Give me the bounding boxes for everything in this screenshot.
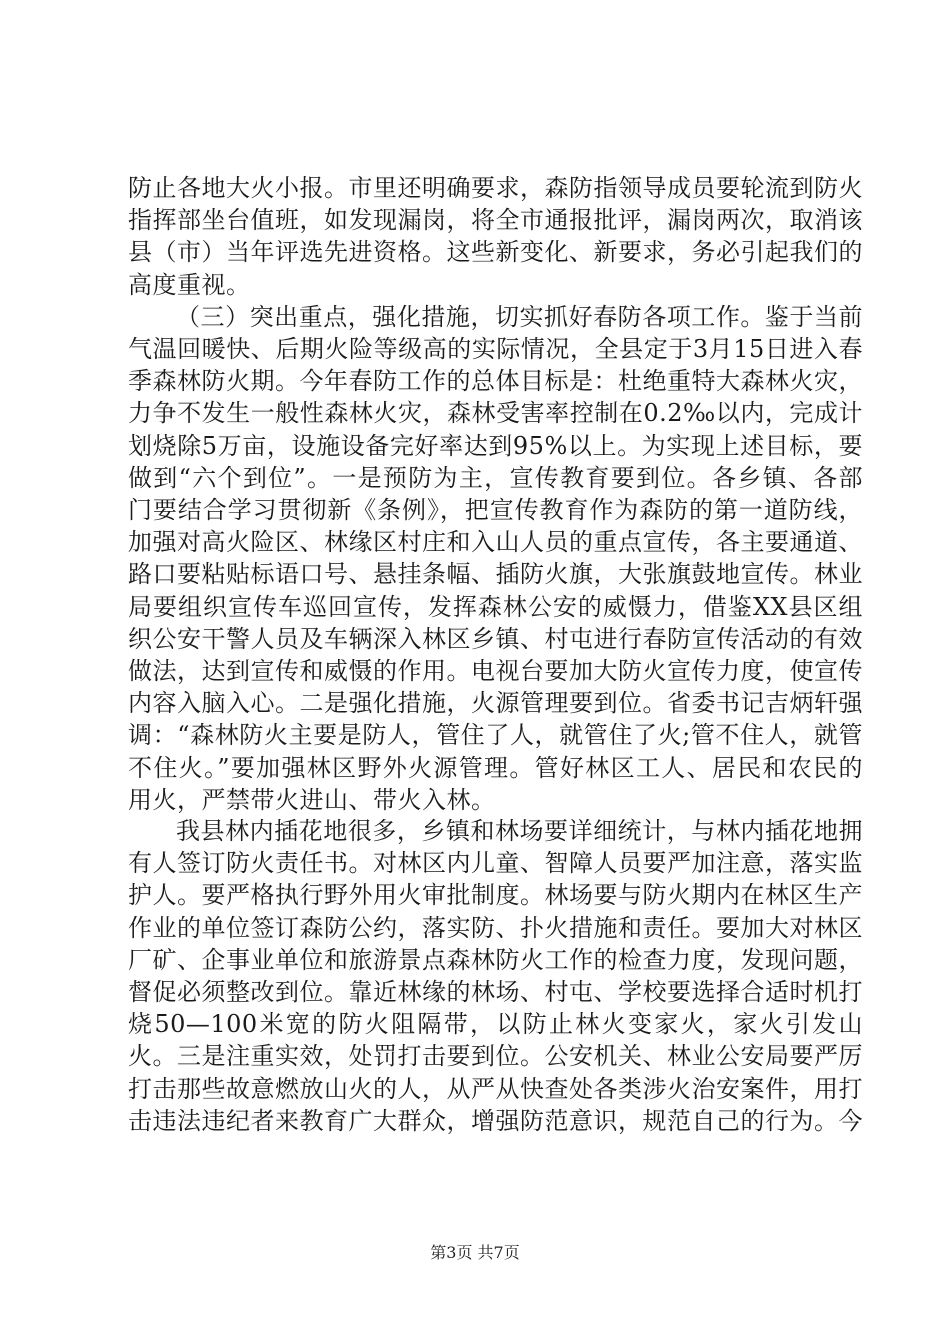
- page-number-footer: 第3页 共7页: [430, 1243, 520, 1262]
- text-block-lower: [128, 815, 863, 1137]
- paragraph-lower: 我县林内插花地很多，乡镇和林场要详细统计，与林内插花地拥有人签订防火责任书。对林区内儿童、智障人员要严加注意，落实监护人。要严格执行野外用火审批制度。林场要与防火期内在林区生产作业的单位签订森防公约，落实防、扑火措施和责任。要加大对林区厂矿、企事业单位和旅游景点森林防火工作的检查力度，发现问题，督促必须整改到位。靠近林缘的林场、村屯、学校要选择合适时机打烧50—100米宽的防火阻隔带，以防止林火变家火，家火引发山火。三是注重实效，处罚打击要到位。公安机关、林业公安局要严厉打击那些故意燃放山火的人，从严从快查处各类涉火治安案件，用打击违法违纪者来教育广大群众，增强防范意识，规范自己的行为。今: [128, 817, 863, 1135]
- paragraph-section-three: （三）突出重点，强化措施，切实抓好春防各项工作。鉴于当前气温回暖快、后期火险等级高的实际情况，全县定于3月15日进入春季森林防火期。今年春防工作的总体目标是：杜绝重特大森林火灾，力争不发生一般性森林火灾，森林受害率控制在0.2‰以内，完成计划烧除5万亩，设施设备完好率达到95%以上。为实现上述目标，要做到“六个到位”。一是预防为主，宣传教育要到位。各乡镇、各部门要结合学习贯彻新《条例》，把宣传教育作为森防的第一道防线，加强对高火险区、林缘区村庄和入山人员的重点宣传，各主要通道、路口要粘贴标语口号、悬挂条幅、插防火旗，大张旗鼓地宣传。林业局要组织宣传车巡回宣传，发挥森林公安的威慑力，借鉴XX县区组织公安干警人员及车辆深入林区乡镇、村屯进行春防宣传活动的有效做法，达到宣传和威慑的作用。电视台要加大防火宣传力度，使宣传内容入脑入心。二是强化措施，火源管理要到位。省委书记吉炳轩强调：“森林防火主要是防人，管住了人，就管住了火;管不住人，就管不住火。”要加强林区野外火源管理。管好林区工人、居民和农民的用火，严禁带火进山、带火入林。: [128, 302, 863, 814]
- paragraph-continuation: 防止各地大火小报。市里还明确要求，森防指领导成员要轮流到防火指挥部坐台值班，如发现漏岗，将全市通报批评，漏岗两次，取消该县（市）当年评选先进资格。这些新变化、新要求，务必引起我们的高度重视。: [128, 174, 863, 299]
- text-block-upper: [128, 172, 863, 816]
